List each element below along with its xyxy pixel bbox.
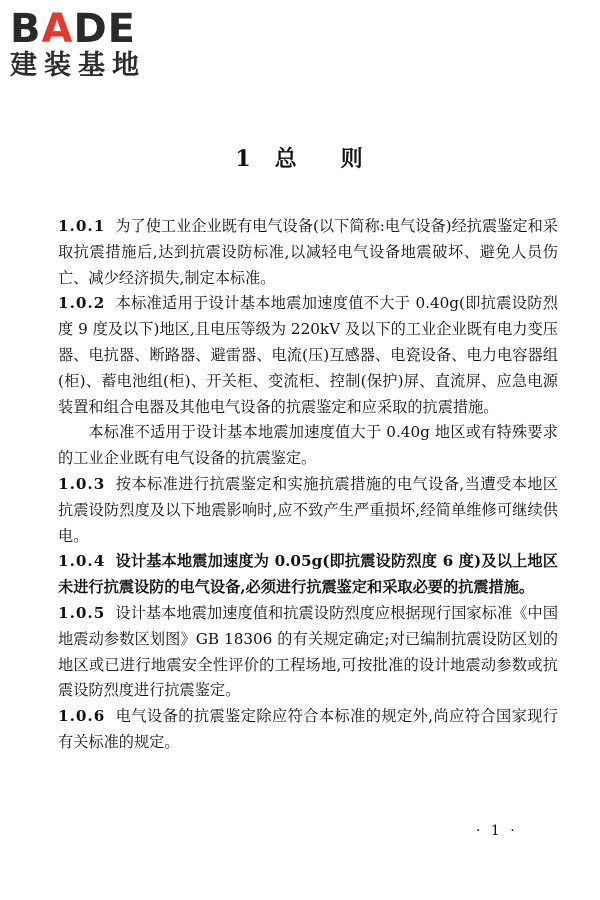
clause-number: 1.0.6 (58, 707, 106, 726)
clause-1-0-3 (58, 472, 558, 549)
clause-text: 本标准不适用于设计基本地震加速度值大于 0.40g 地区或有特殊要求的工业企业既有电气设备的抗震鉴定。 (58, 423, 558, 468)
chapter-title-word-1: 总 (274, 146, 299, 172)
chapter-title-word-2: 则 (340, 146, 365, 172)
clause-1-0-6 (58, 704, 558, 756)
logo-wordmark (10, 8, 180, 50)
document-body (58, 214, 558, 756)
clause-1-0-2 (58, 291, 558, 420)
clause-number: 1.0.1 (58, 217, 106, 235)
clause-text: 为了使工业企业既有电气设备(以下简称:电气设备)经抗震鉴定和采取抗震措施后,达到抗震设防标准,以减轻电气设备地震破坏、避免人员伤亡、减少经济损失,制定本标准。 (58, 217, 558, 287)
clause-number: 1.0.5 (58, 603, 106, 622)
clause-text: 电气设备的抗震鉴定除应符合本标准的规定外,尚应符合国家现行有关标准的规定。 (58, 707, 558, 751)
clause-number: 1.0.3 (58, 474, 106, 493)
chapter-title (0, 142, 600, 173)
clause-1-0-5 (58, 601, 558, 704)
clause-1-0-2-continued (58, 420, 558, 472)
clause-number: 1.0.4 (58, 552, 106, 571)
bade-logo (10, 8, 180, 82)
logo-letters-de: DE (73, 6, 136, 52)
page-number: · 1 · (476, 823, 518, 839)
logo-letter-b: B (10, 6, 42, 52)
clause-text: 设计基本地震加速度值和抗震设防烈度应根据现行国家标准《中国地震动参数区划图》GB 18306 的有关规定确定;对已编制抗震设防区划的地区或已进行地震安全性评价的工程场地,可按批准的设计地震动参数或抗震设防烈度进行抗震鉴定。 (58, 603, 558, 700)
clause-text: 按本标准进行抗震鉴定和实施抗震措施的电气设备,当遭受本地区抗震设防烈度及以下地震影响时,应不致产生严重损坏,经简单维修可继续供电。 (58, 474, 558, 545)
clause-text: 设计基本地震加速度为 0.05g(即抗震设防烈度 6 度)及以上地区未进行抗震设防的电气设备,必须进行抗震鉴定和采取必要的抗震措施。 (58, 552, 558, 597)
chapter-number: 1 (235, 146, 253, 172)
clause-text: 本标准适用于设计基本地震加速度值不大于 0.40g(即抗震设防烈度 9 度及以下)地区,且电压等级为 220kV 及以下的工业企业既有电力变压器、电抗器、断路器、避雷器、电流(压)互感器、电瓷设备、电力电容器组(柜)、蓄电池组(柜)、开关柜、变流柜、控制(保护)屏、直流屏、应急电源装置和组合电器及其他电气设备的抗震鉴定和应采取的抗震措施。 (58, 294, 558, 416)
logo-letter-a-accent: A (41, 6, 74, 52)
logo-chinese-text: 建装基地 (10, 50, 146, 81)
clause-1-0-1 (58, 214, 558, 291)
clause-1-0-4 (58, 549, 558, 601)
clause-number: 1.0.2 (58, 294, 106, 313)
